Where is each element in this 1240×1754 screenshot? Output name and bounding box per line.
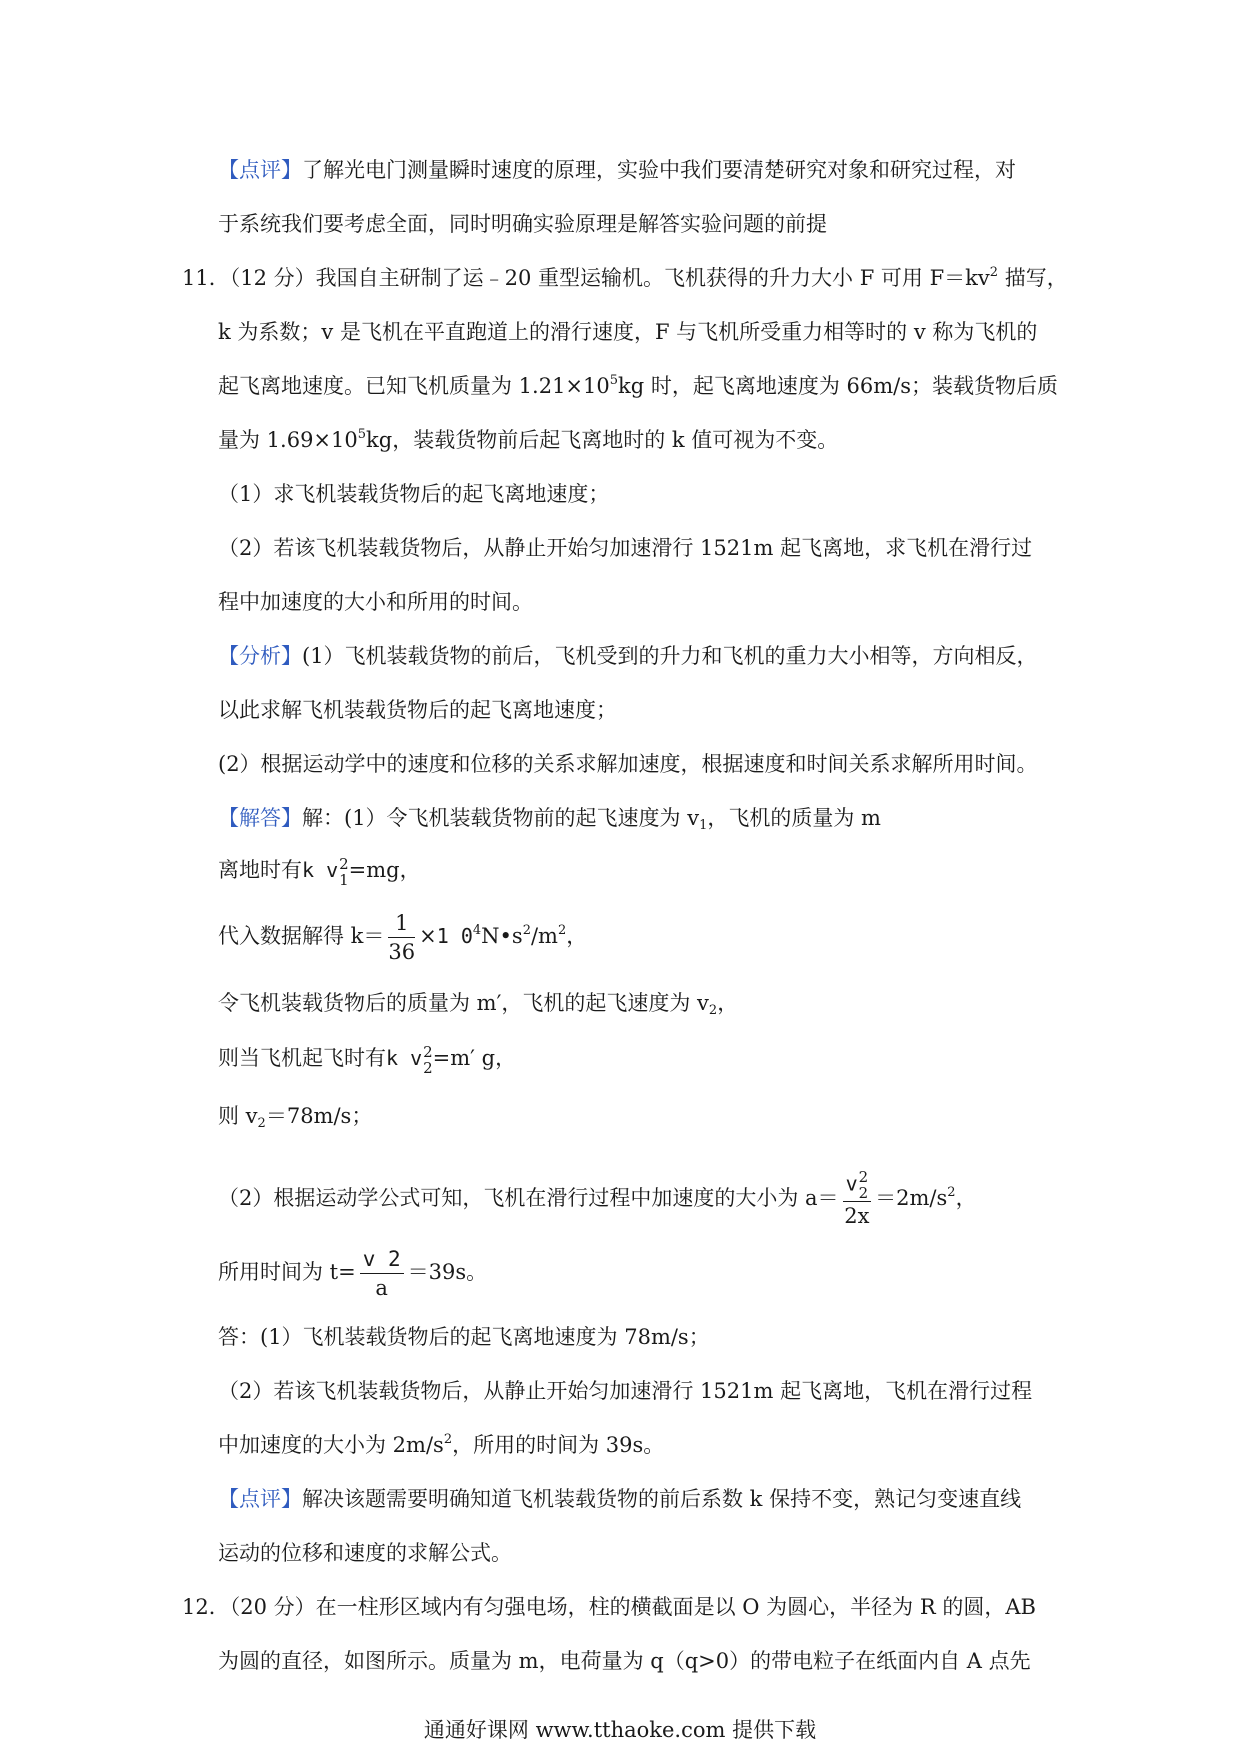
question-11-line-3: 起飞离地速度。已知飞机质量为 $1.21\times 10^5kg$ 时，起飞离地速度为 66m/s；装载货物后质 [218,373,1059,398]
review-paragraph-2: 【点评】解决该题需要明确知道飞机装载货物的前后系数 k 保持不变，熟记匀变速直线 [218,1487,1022,1511]
review-paragraph-1-cont: 于系统我们要考虑全面，同时明确实验原理是解答实验问题的前提 [218,212,827,236]
review-tag-2: 【点评】 [218,1487,302,1511]
question-12-line-1: 12．（20 分）在一柱形区域内有匀强电场，柱的横截面是以 O 为圆心，半径为 R 的圆，AB [182,1595,1036,1619]
analysis-paragraph-2: (2）根据运动学中的速度和位移的关系求解加速度，根据速度和时间关系求解所用时间。 [218,752,1038,776]
question-11-sub-2-cont: 程中加速度的大小和所用的时间。 [218,590,533,614]
page-footer: 通通好课网 www.tthaoke.com 提供下载 [423,1718,817,1742]
equation-liftoff-after: 则当飞机起飞时有k v 2 2 =m′ g， [218,1042,517,1077]
analysis-paragraph-cont: 以此求解飞机装载货物后的起飞离地速度； [218,698,617,722]
final-answer-1: 答：(1）飞机装载货物后的起飞离地速度为 78m/s； [218,1325,710,1349]
review-tag: 【点评】 [218,158,302,182]
question-11-line-1: 11．（12 分）我国自主研制了运﹣20 重型运输机。飞机获得的升力大小 F 可用 $F=kv^2$ 描写， [182,265,1068,290]
equation-time: 所用时间为 t= $\frac{v 2}{a}$ ＝39s。 [218,1247,488,1300]
question-11-sub-2: （2）若该飞机装载货物后，从静止开始匀加速滑行 1521m 起飞离地，求飞机在滑行过 [218,536,1033,560]
fraction-acceleration: v 2 2 2x [844,1168,870,1228]
answer-tag: 【解答】 [218,806,302,830]
answer-mass-after-line: 令飞机装载货物后的质量为 m′，飞机的起飞速度为 $v_2$， [218,991,739,1018]
equation-acceleration: （2）根据运动学公式可知，飞机在滑行过程中加速度的大小为 a＝ v 2 2 2x $=2m/s^2$， [218,1168,977,1228]
equation-v2-result: 则 $v_2=78m/s$； [218,1104,373,1131]
question-11-line-2: k 为系数；v 是飞机在平直跑道上的滑行速度，F 与飞机所受重力相等时的 v 称为飞机的 [218,320,1038,344]
final-answer-2-cont: 中加速度的大小为 $2m/s^2$，所用的时间为 39s。 [218,1432,665,1457]
final-answer-2: （2）若该飞机装载货物后，从静止开始匀加速滑行 1521m 起飞离地，飞机在滑行过程 [218,1379,1033,1403]
equation-k-value: 代入数据解得 k＝ $\frac{1}{36}$ ×1 $0^4N•s^2/m^2$， [218,911,588,964]
review-paragraph-1: 【点评】了解光电门测量瞬时速度的原理，实验中我们要清楚研究对象和研究过程，对 [218,158,1016,182]
fraction-time: $\frac{v 2}{a}$ [360,1245,404,1302]
question-12-line-2: 为圆的直径，如图所示。质量为 m，电荷量为 q（q>0）的带电粒子在纸面内自 A 点先 [218,1649,1031,1673]
equation-liftoff-before: 离地时有k v 2 1 =mg， [218,854,421,889]
fraction-k: $\frac{1}{36}$ [388,911,416,964]
analysis-paragraph: 【分析】(1）飞机装载货物的前后，飞机受到的升力和飞机的重力大小相等，方向相反， [218,644,1038,668]
question-11-line-4: 量为 $1.69\times 10^5kg$，装载货物前后起飞离地时的 k 值可视为不变。 [218,427,839,452]
analysis-tag: 【分析】 [218,644,302,668]
question-11-sub-1: （1）求飞机装载货物后的起飞离地速度； [218,482,610,506]
answer-line-1: 【解答】解：(1）令飞机装载货物前的起飞速度为 $v_1$，飞机的质量为 m [218,806,881,833]
review-paragraph-2-cont: 运动的位移和速度的求解公式。 [218,1541,512,1565]
